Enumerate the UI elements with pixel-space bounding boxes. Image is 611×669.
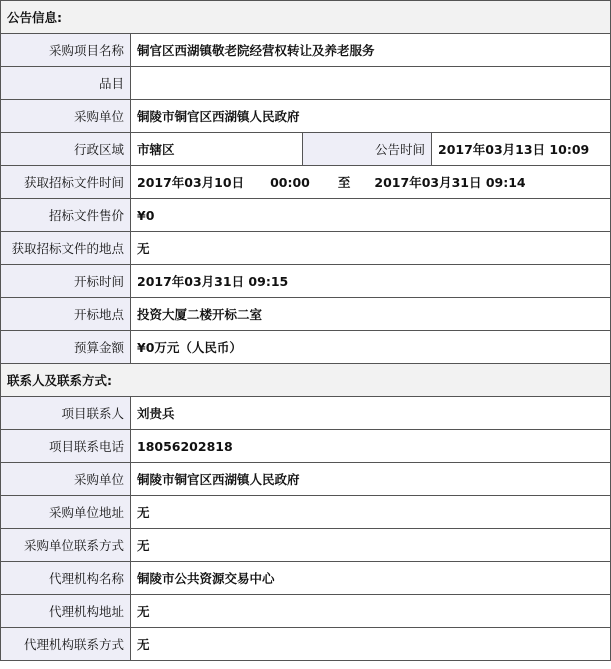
purchaser-address-label: 采购单位地址 <box>1 496 131 529</box>
table-row <box>1 133 611 166</box>
agency-contact-value: 无 <box>131 628 611 661</box>
table-row <box>1 298 611 331</box>
open-time-value: 2017年03月31日 09:15 <box>131 265 611 298</box>
table-row <box>1 529 611 562</box>
purchaser-contact-value: 无 <box>131 529 611 562</box>
doc-time-start: 2017年03月10日 <box>137 175 245 190</box>
open-place-label: 开标地点 <box>1 298 131 331</box>
agency-contact-label: 代理机构联系方式 <box>1 628 131 661</box>
contact-phone-label: 项目联系电话 <box>1 430 131 463</box>
table-row <box>1 67 611 100</box>
contact-purchaser-value: 铜陵市铜官区西湖镇人民政府 <box>131 463 611 496</box>
contact-person-value: 刘贵兵 <box>131 397 611 430</box>
table-row <box>1 166 611 199</box>
table-row <box>1 265 611 298</box>
budget-value: ¥0万元（人民币） <box>131 331 611 364</box>
purchaser-value: 铜陵市铜官区西湖镇人民政府 <box>131 100 611 133</box>
purchaser-address-value: 无 <box>131 496 611 529</box>
project-name-label: 采购项目名称 <box>1 34 131 67</box>
agency-address-label: 代理机构地址 <box>1 595 131 628</box>
contact-purchaser-label: 采购单位 <box>1 463 131 496</box>
table-row <box>1 199 611 232</box>
table-row <box>1 430 611 463</box>
agency-name-label: 代理机构名称 <box>1 562 131 595</box>
project-name-value: 铜官区西湖镇敬老院经营权转让及养老服务 <box>131 34 611 67</box>
purchaser-contact-label: 采购单位联系方式 <box>1 529 131 562</box>
doc-time-value <box>131 166 611 199</box>
doc-time-to: 至 <box>337 175 351 190</box>
announce-time-value: 2017年03月13日 10:09 <box>432 133 611 166</box>
doc-place-value: 无 <box>131 232 611 265</box>
table-row <box>1 100 611 133</box>
doc-time-label: 获取招标文件时间 <box>1 166 131 199</box>
section-title-contact: 联系人及联系方式: <box>1 364 611 397</box>
table-row <box>1 232 611 265</box>
doc-price-value: ¥0 <box>131 199 611 232</box>
table-row <box>1 562 611 595</box>
open-place-value: 投资大厦二楼开标二室 <box>131 298 611 331</box>
table-row <box>1 331 611 364</box>
category-label: 品目 <box>1 67 131 100</box>
table-row <box>1 496 611 529</box>
agency-name-value: 铜陵市公共资源交易中心 <box>131 562 611 595</box>
category-value <box>131 67 611 100</box>
doc-price-label: 招标文件售价 <box>1 199 131 232</box>
doc-time-start-clock: 00:00 <box>270 175 310 190</box>
table-row <box>1 34 611 67</box>
table-row <box>1 463 611 496</box>
contact-person-label: 项目联系人 <box>1 397 131 430</box>
section-title-announcement: 公告信息: <box>1 1 611 34</box>
contact-phone-value: 18056202818 <box>131 430 611 463</box>
table-row <box>1 397 611 430</box>
doc-place-label: 获取招标文件的地点 <box>1 232 131 265</box>
section-row-announcement <box>1 1 611 34</box>
budget-label: 预算金额 <box>1 331 131 364</box>
doc-time-end: 2017年03月31日 09:14 <box>374 175 526 190</box>
district-label: 行政区域 <box>1 133 131 166</box>
table-row <box>1 595 611 628</box>
district-value: 市辖区 <box>131 133 303 166</box>
open-time-label: 开标时间 <box>1 265 131 298</box>
agency-address-value: 无 <box>131 595 611 628</box>
table-row <box>1 628 611 661</box>
purchaser-label: 采购单位 <box>1 100 131 133</box>
announce-time-label: 公告时间 <box>303 133 432 166</box>
section-row-contact <box>1 364 611 397</box>
